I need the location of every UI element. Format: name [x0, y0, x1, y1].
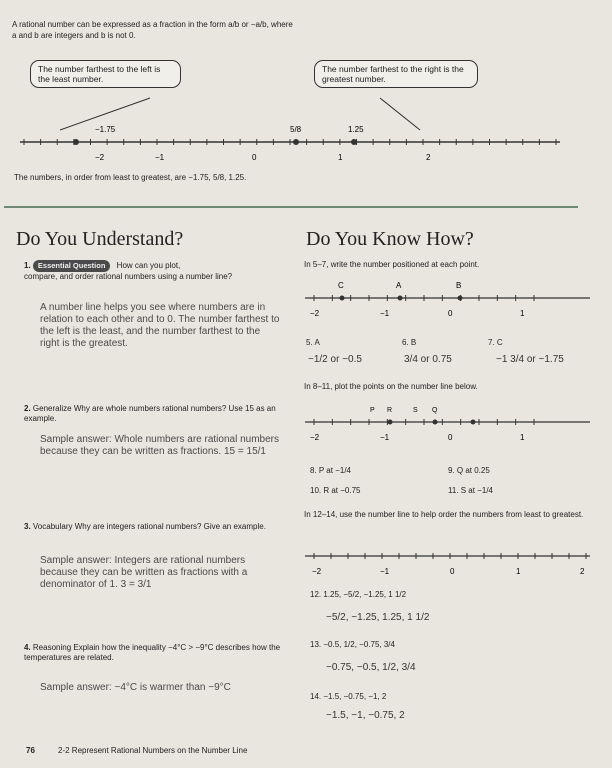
point-S [433, 420, 438, 425]
tick-label-neg1: −1 [380, 567, 390, 576]
tick-label-0: 0 [450, 567, 455, 576]
q5-answer: −1/2 or −0.5 [308, 354, 362, 365]
question-3 [24, 522, 289, 532]
tick-label-1: 1 [338, 153, 343, 162]
point-1-25 [351, 139, 357, 145]
intro-line-1: A rational number can be expressed as a fraction in the form a/b or −a/b, where [12, 20, 293, 29]
point-A [398, 296, 403, 301]
tick-label-1: 1 [520, 433, 525, 442]
q3-text: Vocabulary Why are integers rational numbers? Give an example. [32, 522, 266, 531]
q10: 10. R at −0.75 [310, 486, 361, 495]
page-number: 76 [26, 746, 35, 755]
callout-pointer-right [380, 98, 420, 130]
question-1 [24, 260, 289, 282]
number-line-5-7 [300, 276, 600, 322]
tick-label-1: 1 [516, 567, 521, 576]
callout-left: The number farthest to the left is the least number. [30, 60, 181, 88]
q1-answer: A number line helps you see where numbers are in relation to each other and to 0. The number farthest to the left is the least, and the number farthest to the right is the greatest. [40, 302, 280, 349]
q2-text: Generalize Why are whole numbers rational numbers? Use 15 as an example. [24, 404, 276, 423]
q8: 8. P at −1/4 [310, 466, 351, 475]
q1-text-a: How can you plot, [116, 261, 181, 270]
tick-label-2: 2 [580, 567, 585, 576]
mark-neg-1-75: −1.75 [95, 125, 116, 134]
q4-answer: Sample answer: −4°C is warmer than −9°C [40, 682, 231, 693]
callout-right: The number farthest to the right is the greatest number. [314, 60, 478, 88]
tick-label-neg2: −2 [95, 153, 105, 162]
q6-label: 6. B [402, 338, 417, 347]
mark-1-25: 1.25 [348, 125, 364, 134]
intro-12-14: In 12–14, use the number line to help order the numbers from least to greatest. [304, 510, 584, 519]
point-B [458, 296, 463, 301]
q1-text-b: compare, and order rational numbers using a number line? [24, 272, 233, 281]
q14: 14. −1.5, −0.75, −1, 2 [310, 692, 387, 701]
q7-answer: −1 3/4 or −1.75 [496, 354, 564, 365]
order-sentence: The numbers, in order from least to greatest, are −1.75, 5/8, 1.25. [14, 173, 247, 182]
q7-label: 7. C [488, 338, 503, 347]
point-5-8 [293, 139, 299, 145]
q13: 13. −0.5, 1/2, −0.75, 3/4 [310, 640, 395, 649]
label-A: A [396, 281, 402, 290]
label-P: P [370, 407, 375, 414]
point-Q [471, 420, 476, 425]
q13-answer: −0.75, −0.5, 1/2, 3/4 [326, 662, 416, 673]
tick-label-2: 2 [426, 153, 431, 162]
top-number-line [0, 90, 612, 170]
tick-label-neg2: −2 [312, 567, 322, 576]
tick-label-neg1: −1 [155, 153, 165, 162]
tick-label-neg1: −1 [380, 309, 390, 318]
tick-label-0: 0 [448, 433, 453, 442]
tick-label-neg1: −1 [380, 433, 390, 442]
q4-text: Reasoning Explain how the inequality −4°C > −9°C describes how the temperatures are related. [24, 643, 281, 662]
section-divider [4, 206, 578, 208]
lesson-title: 2-2 Represent Rational Numbers on the Number Line [58, 746, 248, 755]
label-Q: Q [432, 407, 438, 414]
q12-answer: −5/2, −1.25, 1.25, 1 1/2 [326, 612, 430, 623]
heading-know-how: Do You Know How? [306, 228, 474, 250]
intro-line-2: a and b are integers and b is not 0. [12, 31, 136, 40]
tick-label-0: 0 [448, 309, 453, 318]
number-line-8-11 [300, 400, 600, 446]
tick-label-neg2: −2 [310, 433, 320, 442]
tick-label-1: 1 [520, 309, 525, 318]
point-C [340, 296, 345, 301]
essential-question-badge: Essential Question [33, 260, 111, 272]
question-4 [24, 643, 289, 663]
point-neg-1-75 [73, 139, 79, 145]
label-S: S [413, 407, 418, 414]
q2-answer: Sample answer: Whole numbers are rational numbers because they can be written as fractions. 15 = 15/1 [40, 434, 279, 457]
q3-answer: Sample answer: Integers are rational numbers because they can be written as fractions with a denominator of 1. 3 = 3/1 [40, 555, 248, 590]
intro-5-7: In 5–7, write the number positioned at each point. [304, 260, 480, 269]
q1-number: 1. [24, 261, 31, 270]
tick-label-neg2: −2 [310, 309, 320, 318]
heading-understand: Do You Understand? [16, 228, 184, 250]
q6-answer: 3/4 or 0.75 [404, 354, 452, 365]
q2-number: 2. [24, 404, 31, 413]
tick-label-0: 0 [252, 153, 257, 162]
q3-number: 3. [24, 522, 31, 531]
q12: 12. 1.25, −5/2, −1.25, 1 1/2 [310, 590, 407, 599]
mark-5-8: 5/8 [290, 125, 302, 134]
number-line-12-14 [300, 540, 600, 580]
intro-8-11: In 8–11, plot the points on the number line below. [304, 382, 478, 391]
q9: 9. Q at 0.25 [448, 466, 490, 475]
q14-answer: −1.5, −1, −0.75, 2 [326, 710, 405, 721]
label-B: B [456, 281, 462, 290]
q11: 11. S at −1/4 [448, 486, 493, 495]
label-C: C [338, 281, 344, 290]
q5-label: 5. A [306, 338, 320, 347]
point-R [388, 420, 393, 425]
label-R: R [387, 407, 393, 414]
question-2 [24, 404, 289, 424]
q4-number: 4. [24, 643, 31, 652]
